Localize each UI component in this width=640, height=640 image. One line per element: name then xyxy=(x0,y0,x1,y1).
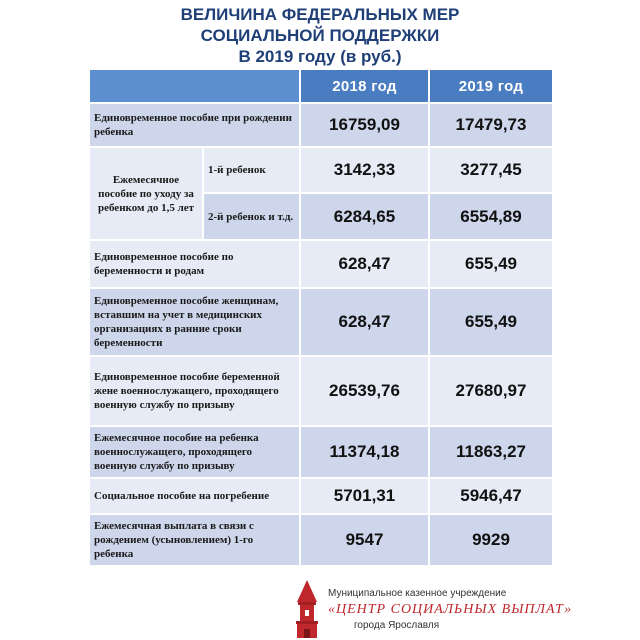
value-2018: 6284,65 xyxy=(300,193,429,240)
org-name: «ЦЕНТР СОЦИАЛЬНЫХ ВЫПЛАТ» xyxy=(328,602,573,617)
org-city: города Ярославля xyxy=(354,620,440,631)
value-2019: 11863,27 xyxy=(429,426,553,478)
value-2018: 9547 xyxy=(300,514,429,566)
column-header-2018: 2018 год xyxy=(300,69,429,103)
table-header-row xyxy=(89,69,553,103)
value-2019: 6554,89 xyxy=(429,193,553,240)
table-row xyxy=(89,426,553,478)
table-row xyxy=(89,478,553,514)
organization-footer xyxy=(290,580,590,638)
table-row xyxy=(89,288,553,356)
value-2018: 11374,18 xyxy=(300,426,429,478)
value-2019: 655,49 xyxy=(429,240,553,288)
value-2018: 16759,09 xyxy=(300,103,429,147)
value-2018: 628,47 xyxy=(300,240,429,288)
table-row xyxy=(89,356,553,426)
row-label: Социальное пособие на погребение xyxy=(89,478,300,514)
title-line-1: ВЕЛИЧИНА ФЕДЕРАЛЬНЫХ МЕР xyxy=(180,5,460,24)
value-2018: 5701,31 xyxy=(300,478,429,514)
row-label: Единовременное пособие при рождении ребенка xyxy=(89,103,300,147)
table-row xyxy=(89,240,553,288)
value-2019: 17479,73 xyxy=(429,103,553,147)
value-2018: 26539,76 xyxy=(300,356,429,426)
row-label: Единовременное пособие беременной жене военнослужащего, проходящего военную службу по призыву xyxy=(89,356,300,426)
value-2019: 9929 xyxy=(429,514,553,566)
table-row xyxy=(89,147,553,193)
table-row xyxy=(89,103,553,147)
value-2018: 628,47 xyxy=(300,288,429,356)
sub-label: 2-й ребенок и т.д. xyxy=(203,193,300,240)
column-header-2019: 2019 год xyxy=(429,69,553,103)
table-row xyxy=(89,514,553,566)
title-line-2: СОЦИАЛЬНОЙ ПОДДЕРЖКИ xyxy=(200,26,440,45)
row-label: Единовременное пособие женщинам, вставшим на учет в медицинских организациях в ранние сроки беременности xyxy=(89,288,300,356)
row-label: Ежемесячное пособие на ребенка военнослужащего, проходящего военную службу по призыву xyxy=(89,426,300,478)
page-title xyxy=(0,4,640,67)
value-2019: 5946,47 xyxy=(429,478,553,514)
sub-label: 1-й ребенок xyxy=(203,147,300,193)
benefits-table xyxy=(88,68,554,567)
org-type: Муниципальное казенное учреждение xyxy=(328,588,507,599)
value-2018: 3142,33 xyxy=(300,147,429,193)
group-label: Ежемесячное пособие по уходу за ребенком до 1,5 лет xyxy=(89,147,203,240)
value-2019: 655,49 xyxy=(429,288,553,356)
value-2019: 3277,45 xyxy=(429,147,553,193)
row-label: Ежемесячная выплата в связи с рождением (усыновлением) 1-го ребенка xyxy=(89,514,300,566)
header-blank-cell xyxy=(89,69,300,103)
row-label: Единовременное пособие по беременности и родам xyxy=(89,240,300,288)
red-tower-icon xyxy=(290,580,324,638)
value-2019: 27680,97 xyxy=(429,356,553,426)
title-line-3: В 2019 году (в руб.) xyxy=(238,47,402,66)
